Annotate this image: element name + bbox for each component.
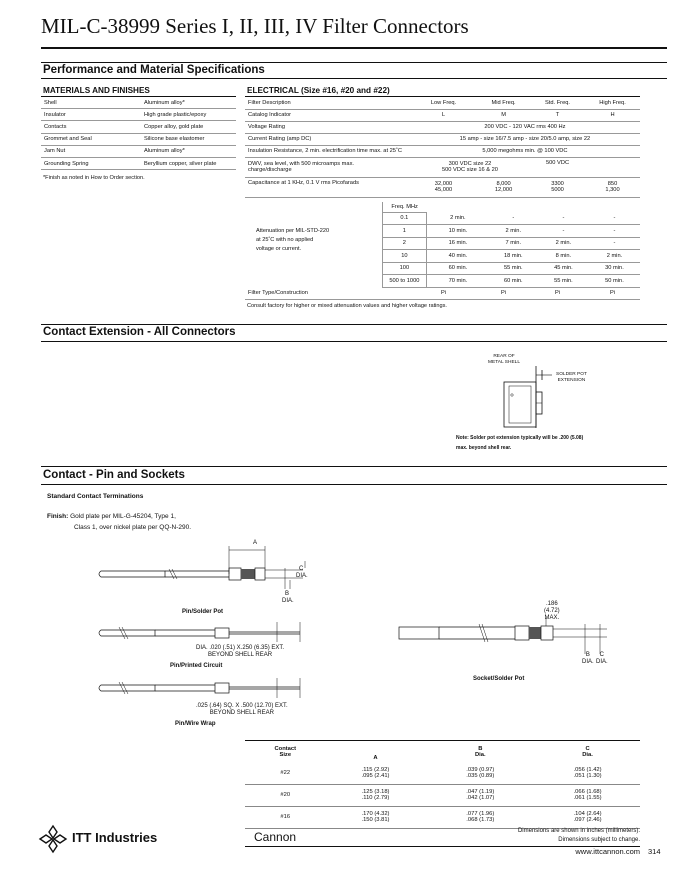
contact-dim-a bbox=[326, 762, 426, 784]
socket-b-label bbox=[582, 652, 594, 666]
filter-type-label: Filter Type/Construction bbox=[245, 288, 396, 299]
material-value: Aluminum alloy* bbox=[141, 97, 236, 109]
electrical-table bbox=[245, 97, 640, 198]
contact-dim-b bbox=[425, 762, 535, 784]
atten-value: 30 min. bbox=[589, 262, 640, 275]
atten-value: - bbox=[538, 212, 589, 225]
catalog-h: H bbox=[585, 109, 640, 121]
atten-freq: 100 bbox=[382, 262, 426, 275]
contact-dim-value: .061 (1.55) bbox=[573, 795, 602, 801]
ext-underline bbox=[41, 341, 667, 342]
atten-value: - bbox=[589, 225, 640, 238]
contact-size-row bbox=[245, 784, 640, 806]
material-row bbox=[41, 133, 236, 145]
catalog-m: M bbox=[477, 109, 530, 121]
cap-mid-1: 8,000 bbox=[496, 181, 511, 187]
capacitance-label: Capacitance at 1 KHz, 0.1 V rms Picofarads bbox=[245, 177, 396, 197]
pin-wire-wrap-drawing bbox=[95, 676, 310, 701]
current-value: 15 amp - size 16/7.5 amp - size 20/5.0 amp, size 22 bbox=[410, 133, 640, 145]
pot-label-2: EXTENSION bbox=[557, 378, 586, 383]
dim-c-dia: DIA. bbox=[296, 573, 308, 579]
atten-value: 2 min. bbox=[589, 250, 640, 263]
ww-dimension bbox=[196, 703, 288, 717]
pot-label-1: SOLDER POT bbox=[556, 372, 587, 377]
material-value: Copper alloy, gold plate bbox=[141, 121, 236, 133]
ext-note-2: max. beyond shell rear. bbox=[456, 445, 512, 451]
contact-dim-c bbox=[535, 784, 640, 806]
dwv-value-2: 500 VDC size 16 & 20 bbox=[441, 167, 498, 173]
filter-low: Pi bbox=[410, 288, 477, 299]
material-item: Shell bbox=[41, 97, 141, 109]
voltage-value: 200 VDC - 120 VAC rms 400 Hz bbox=[410, 121, 640, 133]
el-h-high: High Freq. bbox=[585, 97, 640, 109]
atten-value: 10 min. bbox=[427, 225, 489, 238]
ct-h-c2: Dia. bbox=[582, 752, 593, 758]
ext-top-rule bbox=[41, 324, 667, 325]
contact-dim-value: .125 (3.18) bbox=[361, 789, 390, 795]
materials-heading: MATERIALS AND FINISHES bbox=[43, 86, 150, 95]
contact-dim-value: .170 (4.32) bbox=[361, 811, 390, 817]
atten-label-3: voltage or current. bbox=[256, 246, 302, 252]
contact-dim-value: .110 (2.79) bbox=[361, 795, 390, 801]
socket-c-label bbox=[596, 652, 608, 666]
pin-solder-pot-drawing bbox=[95, 544, 310, 594]
dimensions-note bbox=[430, 827, 640, 845]
material-row bbox=[41, 97, 236, 109]
el-catalog-row bbox=[245, 109, 640, 121]
rear-shell-label bbox=[488, 354, 520, 366]
material-row bbox=[41, 145, 236, 157]
atten-value: - bbox=[589, 212, 640, 225]
perf-underline bbox=[41, 78, 667, 79]
cap-low-1: 32,000 bbox=[434, 181, 453, 187]
material-row bbox=[41, 121, 236, 133]
filter-high: Pi bbox=[585, 288, 640, 299]
material-item: Grommet and Seal bbox=[41, 133, 141, 145]
catalog-l: L bbox=[410, 109, 477, 121]
voltage-label: Voltage Rating bbox=[245, 121, 396, 133]
cap-high-2: 1,300 bbox=[605, 187, 620, 193]
sock-dim-3: MAX. bbox=[544, 615, 560, 621]
filter-std: Pi bbox=[530, 288, 585, 299]
contact-size: #20 bbox=[245, 784, 326, 806]
filter-type-table bbox=[245, 288, 640, 300]
atten-row bbox=[245, 275, 640, 288]
current-label: Current Rating (amp DC) bbox=[245, 133, 396, 145]
el-capacitance-row bbox=[245, 177, 640, 197]
contact-dim-value: .035 (0.89) bbox=[466, 772, 495, 779]
contact-size: #16 bbox=[245, 806, 326, 828]
ct-h-b1: B bbox=[478, 746, 483, 752]
dwv-label-1: DWV, sea level, with 500 microamps max. bbox=[248, 161, 354, 167]
contact-dim-value: .066 (1.68) bbox=[573, 789, 602, 795]
cap-std-1: 3300 bbox=[551, 181, 564, 187]
contact-dim-value: .056 (1.42) bbox=[573, 766, 602, 773]
atten-value: 55 min. bbox=[489, 262, 538, 275]
pcb-dim-2: BEYOND SHELL REAR bbox=[207, 652, 273, 658]
ct-h-b2: Dia. bbox=[474, 752, 486, 758]
ct-h-size2: Size bbox=[279, 752, 292, 758]
attenuation-label bbox=[256, 227, 329, 254]
socket-c: C bbox=[599, 652, 604, 658]
material-item: Insulator bbox=[41, 109, 141, 121]
contact-dim-value: .150 (3.81) bbox=[361, 817, 390, 823]
rear-label-1: REAR OF bbox=[493, 354, 515, 359]
el-voltage-row bbox=[245, 121, 640, 133]
freq-header: Freq. MHz bbox=[382, 202, 426, 212]
finish-line-2: Class 1, over nickel plate per QQ-N-290. bbox=[74, 524, 192, 531]
cap-mid-2: 12,000 bbox=[494, 187, 513, 193]
finish-label: Finish: bbox=[47, 513, 69, 520]
pin-printed-circuit-caption: Pin/Printed Circuit bbox=[170, 663, 223, 669]
dims-note-1: Dimensions are shown in inches (millimeters). bbox=[517, 828, 640, 834]
contact-dim-a bbox=[326, 806, 426, 828]
filter-mid: Pi bbox=[477, 288, 530, 299]
contact-dimension-table bbox=[245, 742, 640, 829]
contact-dim-c bbox=[535, 806, 640, 828]
insulation-label: Insulation Resistance, 2 min. electrification time max. at 25˚C bbox=[245, 145, 410, 157]
atten-value: 18 min. bbox=[489, 250, 538, 263]
el-dwv-row bbox=[245, 157, 640, 177]
materials-table bbox=[41, 97, 236, 170]
finish-line-1: Gold plate per MIL-G-45204, Type 1, bbox=[70, 513, 176, 520]
ct-header-row bbox=[245, 742, 640, 762]
atten-value: 70 min. bbox=[427, 275, 489, 288]
atten-freq: 0.1 bbox=[382, 212, 426, 225]
cap-low-2: 45,000 bbox=[434, 187, 453, 193]
dim-b-label: B bbox=[285, 591, 290, 597]
atten-row bbox=[245, 262, 640, 275]
brand-name: ITT Industries bbox=[72, 830, 158, 845]
cap-high-1: 850 bbox=[607, 181, 618, 187]
cap-std-2: 5000 bbox=[551, 187, 564, 193]
contact-dim-value: .042 (1.07) bbox=[466, 795, 495, 801]
contact-underline bbox=[41, 484, 667, 485]
ww-dim-2: BEYOND SHELL REAR bbox=[209, 710, 274, 716]
atten-value: 40 min. bbox=[427, 250, 489, 263]
contact-dim-value: .077 (1.96) bbox=[466, 811, 495, 817]
rear-label-2: METAL SHELL bbox=[488, 360, 520, 365]
page-number: 314 bbox=[648, 847, 661, 856]
atten-value: - bbox=[489, 212, 538, 225]
insulation-value: 5,000 megohms min. @ 100 VDC bbox=[410, 145, 640, 157]
ct-h-c1: C bbox=[585, 746, 590, 752]
el-header-row bbox=[245, 97, 640, 109]
atten-value: 8 min. bbox=[538, 250, 589, 263]
dims-note-2: Dimensions subject to change. bbox=[558, 837, 640, 843]
page-title: MIL-C-38999 Series I, II, III, IV Filter Connectors bbox=[41, 14, 469, 38]
pin-wire-wrap-caption: Pin/Wire Wrap bbox=[175, 721, 216, 727]
contact-dim-a bbox=[326, 784, 426, 806]
material-value: Beryllium copper, silver plate bbox=[141, 157, 236, 169]
contact-dim-b bbox=[425, 784, 535, 806]
contact-dim-value: .095 (2.41) bbox=[361, 772, 390, 779]
material-value: Silicone base elastomer bbox=[141, 133, 236, 145]
cannon-brand: Cannon bbox=[254, 830, 297, 844]
socket-b-dia: DIA. bbox=[582, 659, 594, 665]
electrical-note: Consult factory for higher or mixed attenuation values and higher voltage ratings. bbox=[247, 303, 447, 309]
finish-text bbox=[47, 511, 191, 533]
contact-size-row bbox=[245, 806, 640, 828]
extension-diagram bbox=[490, 366, 570, 431]
atten-freq: 1 bbox=[382, 225, 426, 238]
pin-printed-circuit-drawing bbox=[95, 620, 310, 645]
contact-dim-value: .051 (1.30) bbox=[573, 772, 602, 779]
atten-value: 60 min. bbox=[427, 262, 489, 275]
atten-header-row bbox=[245, 202, 640, 212]
dwv-label-2: charge/discharge bbox=[248, 167, 292, 173]
material-item: Contacts bbox=[41, 121, 141, 133]
catalog-t: T bbox=[530, 109, 585, 121]
title-rule bbox=[41, 47, 667, 49]
atten-label-2: at 25˚C with no applied bbox=[256, 237, 314, 243]
pcb-dim-1: DIA. .020 (.51) X.250 (6.35) EXT. bbox=[196, 645, 285, 651]
filter-type-row bbox=[245, 288, 640, 299]
sock-dim-2: (4.72) bbox=[544, 608, 560, 614]
ct-h-a: A bbox=[373, 755, 378, 761]
atten-value: 16 min. bbox=[427, 237, 489, 250]
perf-heading: Performance and Material Specifications bbox=[43, 64, 265, 76]
socket-b: B bbox=[585, 652, 590, 658]
atten-value: 45 min. bbox=[538, 262, 589, 275]
contact-top-rule bbox=[41, 466, 667, 467]
material-item: Grounding Spring bbox=[41, 157, 141, 169]
std-terminations: Standard Contact Terminations bbox=[47, 493, 144, 500]
atten-value: 50 min. bbox=[589, 275, 640, 288]
ct-top-rule bbox=[245, 740, 640, 741]
contact-dim-value: .068 (1.73) bbox=[466, 817, 495, 823]
dim-a-label: A bbox=[253, 540, 258, 546]
dim-c-label: C bbox=[299, 566, 304, 572]
material-value: Aluminum alloy* bbox=[141, 145, 236, 157]
contact-dim-c bbox=[535, 762, 640, 784]
catalog-label: Catalog Indicator bbox=[245, 109, 396, 121]
contact-size-row bbox=[245, 762, 640, 784]
contact-size: #22 bbox=[245, 762, 326, 784]
socket-c-dia: DIA. bbox=[596, 659, 608, 665]
atten-value: 2 min. bbox=[489, 225, 538, 238]
ct-h-size1: Contact bbox=[274, 746, 297, 752]
material-item: Jam Nut bbox=[41, 145, 141, 157]
atten-value: - bbox=[538, 225, 589, 238]
el-insulation-row bbox=[245, 145, 640, 157]
dim-b-dia: DIA. bbox=[282, 598, 294, 604]
section-rule bbox=[41, 62, 667, 63]
pcb-dimension bbox=[196, 645, 284, 659]
atten-value: - bbox=[589, 237, 640, 250]
contact-dim-value: .104 (2.64) bbox=[573, 811, 602, 817]
atten-value: 2 min. bbox=[427, 212, 489, 225]
material-row bbox=[41, 157, 236, 169]
extension-note bbox=[456, 433, 583, 453]
material-row bbox=[41, 109, 236, 121]
dwv-value-1: 300 VDC size 22 bbox=[448, 161, 492, 167]
atten-freq: 500 to 1000 bbox=[382, 275, 426, 288]
contact-dim-value: .097 (2.46) bbox=[573, 817, 602, 823]
atten-row bbox=[245, 212, 640, 225]
el-h-desc: Filter Description bbox=[245, 97, 396, 109]
itt-logo-icon bbox=[38, 824, 68, 854]
ext-note-1: Note: Solder pot extension typically will be .200 (5.08) bbox=[456, 435, 584, 441]
atten-value: 2 min. bbox=[538, 237, 589, 250]
extension-heading: Contact Extension - All Connectors bbox=[43, 326, 236, 338]
pin-solder-pot-caption: Pin/Solder Pot bbox=[182, 609, 224, 615]
el-h-std: Std. Freq. bbox=[530, 97, 585, 109]
contact-dim-b bbox=[425, 806, 535, 828]
contact-dim-value: .039 (0.97) bbox=[466, 766, 495, 773]
atten-freq: 2 bbox=[382, 237, 426, 250]
material-value: High grade plastic/epoxy bbox=[141, 109, 236, 121]
atten-freq: 10 bbox=[382, 250, 426, 263]
ww-dim-1: .025 (.64) SQ. X .500 (12.70) EXT. bbox=[196, 703, 288, 709]
contact-heading: Contact - Pin and Sockets bbox=[43, 469, 185, 481]
website-url[interactable]: www.ittcannon.com bbox=[575, 847, 640, 856]
atten-label-1: Attenuation per MIL-STD-220 bbox=[256, 228, 330, 234]
contact-dim-value: .047 (1.19) bbox=[466, 789, 495, 795]
dwv-value-3: 500 VDC bbox=[530, 157, 585, 177]
materials-note: *Finish as noted in How to Order section. bbox=[43, 175, 145, 181]
el-h-mid: Mid Freq. bbox=[477, 97, 530, 109]
electrical-heading: ELECTRICAL (Size #16, #20 and #22) bbox=[247, 86, 390, 95]
el-h-low: Low Freq. bbox=[410, 97, 477, 109]
atten-value: 60 min. bbox=[489, 275, 538, 288]
contact-dim-value: .115 (2.92) bbox=[361, 766, 390, 773]
socket-solder-pot-caption: Socket/Solder Pot bbox=[473, 676, 525, 682]
atten-value: 7 min. bbox=[489, 237, 538, 250]
sock-dim-1: .186 bbox=[546, 601, 558, 607]
atten-value: 55 min. bbox=[538, 275, 589, 288]
el-current-row bbox=[245, 133, 640, 145]
